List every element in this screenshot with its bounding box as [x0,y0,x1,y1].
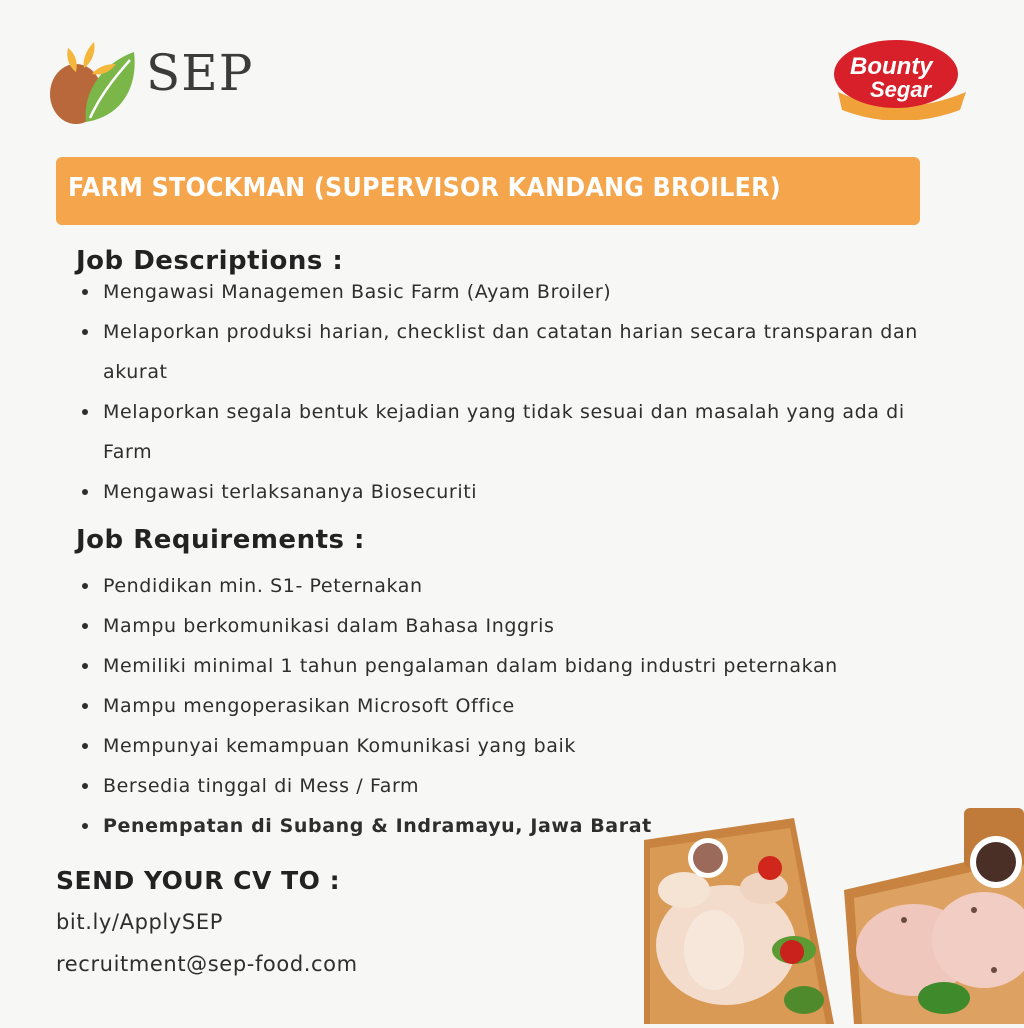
list-item: Memiliki minimal 1 tahun pengalaman dalam bidang industri peternakan [80,646,980,686]
bounty-segar-logo [830,34,970,120]
list-item: Bersedia tinggal di Mess / Farm [80,766,980,806]
send-cv-heading: SEND YOUR CV TO : [56,866,341,895]
requirements-heading: Job Requirements : [76,525,365,555]
apply-link[interactable]: bit.ly/ApplySEP [56,910,223,934]
descriptions-heading: Job Descriptions : [76,246,344,276]
list-item: Mengawasi terlaksananya Biosecuriti [80,472,960,512]
logo-text: SEP [146,44,254,102]
descriptions-list [80,272,960,512]
title-banner [56,157,920,225]
list-item: Mampu berkomunikasi dalam Bahasa Inggris [80,606,980,646]
chicken-photo [644,800,1024,1024]
brand-line1: Bounty [850,53,933,80]
list-item: Mengawasi Managemen Basic Farm (Ayam Broiler) [80,272,960,312]
apply-email[interactable]: recruitment@sep-food.com [56,952,358,976]
list-item: Melaporkan produksi harian, checklist dan catatan harian secara transparan dan akurat [80,312,960,392]
list-item: Pendidikan min. S1- Peternakan [80,566,980,606]
list-item: Melaporkan segala bentuk kejadian yang tidak sesuai dan masalah yang ada di Farm [80,392,960,472]
sep-logo [46,34,266,130]
list-item: Penempatan di Subang & Indramayu, Jawa Barat [80,806,980,846]
brand-line2: Segar [870,77,932,102]
leaf-egg-logo-icon [46,34,146,130]
list-item: Mempunyai kemampuan Komunikasi yang baik [80,726,980,766]
job-title: FARM STOCKMAN (SUPERVISOR KANDANG BROILER) [68,173,781,203]
list-item: Mampu mengoperasikan Microsoft Office [80,686,980,726]
